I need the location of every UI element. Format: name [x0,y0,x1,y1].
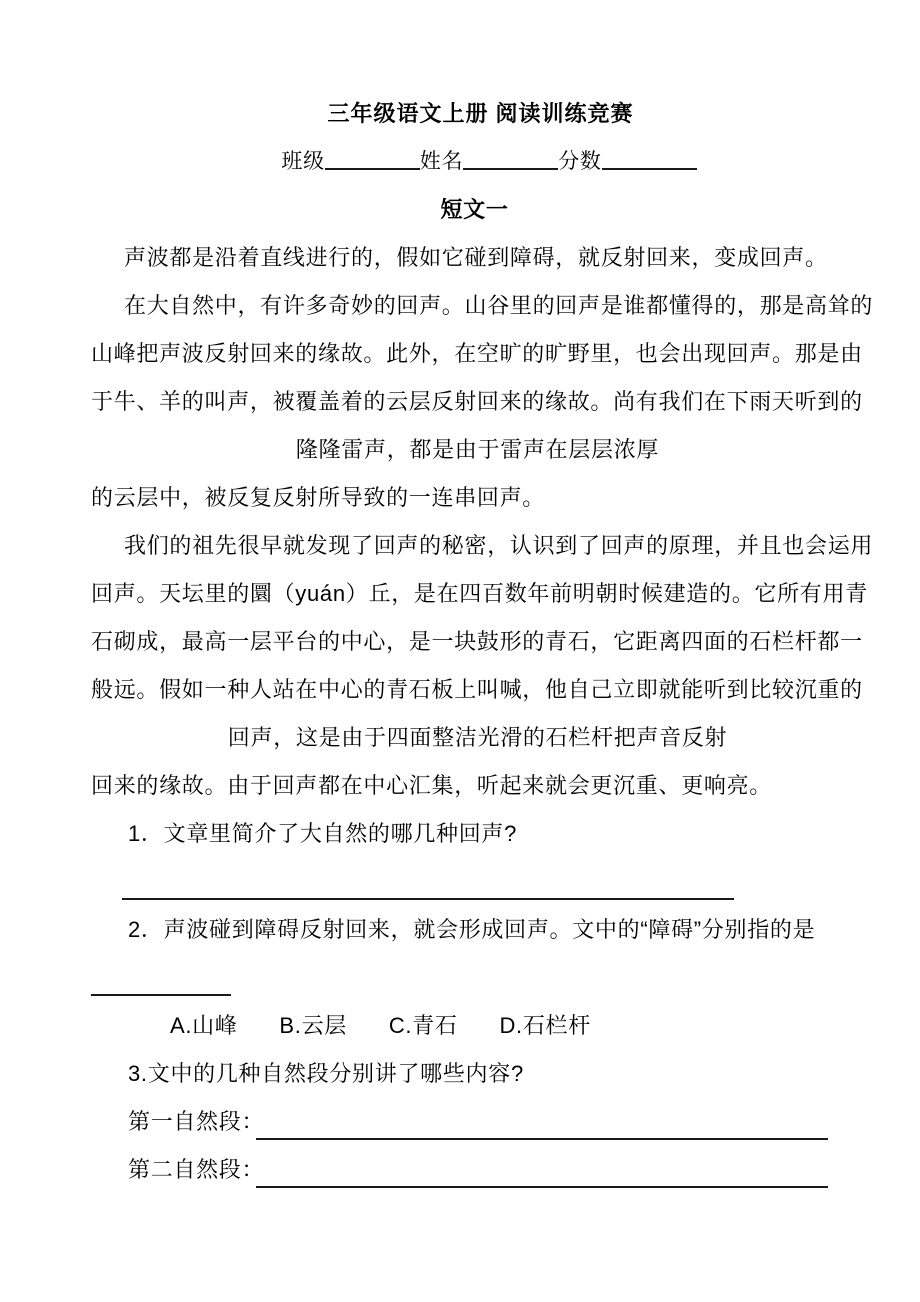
passage-line: 山峰把声波反射回来的缘故。此外，在空旷的旷野里，也会出现回声。那是由 [91,341,863,366]
option-a: A.山峰 [170,1013,238,1038]
option-b: B.云层 [279,1013,347,1038]
section-title: 短文一 [440,197,509,222]
paragraph-1-answer-row [91,1098,842,1146]
passage-line: 声波都是沿着直线进行的，假如它碰到障碍，就反射回来，变成回声。 [124,245,828,270]
header-fields [91,138,842,186]
option-c: C.青石 [388,1013,458,1038]
answer-row-q2 [91,954,842,1002]
name-blank-line [463,168,558,170]
paragraph-2-answer-row [91,1146,842,1194]
passage-line: 于牛、羊的叫声，被覆盖着的云层反射回来的缘故。尚有我们在下雨天听到的 [91,389,863,414]
passage-line: 回声，这是由于四面整洁光滑的石栏杆把声音反射 [227,725,728,750]
question-1: 1．文章里简介了大自然的哪几种回声? [128,821,518,846]
passage-line: 隆隆雷声，都是由于雷声在层层浓厚 [295,437,660,462]
passage-line: 的云层中，被反复反射所导致的一连串回声。 [91,485,546,510]
options-row [91,1002,842,1050]
question-2: 2．声波碰到障碍反射回来，就会形成回声。文中的“障碍”分别指的是 [128,917,816,942]
score-blank-line [602,168,697,170]
passage-line: 回来的缘故。由于回声都在中心汇集，听起来就会更沉重、更响亮。 [91,773,773,798]
answer-blank-line [122,898,734,900]
answer-blank-line [256,1186,828,1188]
question-3: 3.文中的几种自然段分别讲了哪些内容? [128,1061,524,1086]
answer-blank-line [91,994,231,996]
score-label: 分数 [558,150,602,173]
page-title: 三年级语文上册 阅读训练竞赛 [327,101,634,126]
class-label: 班级 [281,150,325,173]
paragraph-1-label: 第一自然段： [128,1109,265,1134]
class-blank-line [325,168,420,170]
paragraph-2-label: 第二自然段： [128,1157,265,1182]
passage-line: 般远。假如一种人站在中心的青石板上叫喊，他自己立即就能听到比较沉重的 [91,677,863,702]
name-label: 姓名 [419,150,464,173]
passage-line: 石砌成，最高一层平台的中心，是一块鼓形的青石，它距离四面的石栏杆都一 [91,629,863,654]
passage-line: 回声。天坛里的圜（yuán）丘，是在四百数年前明朝时候建造的。它所有用青 [91,581,868,606]
passage-line: 我们的祖先很早就发现了回声的秘密，认识到了回声的原理，并且也会运用 [124,533,874,558]
passage-line: 在大自然中，有许多奇妙的回声。山谷里的回声是谁都懂得的，那是高耸的 [124,293,874,318]
answer-row-q1 [91,858,842,906]
answer-blank-line [256,1138,828,1140]
option-d: D.石栏杆 [499,1013,591,1038]
